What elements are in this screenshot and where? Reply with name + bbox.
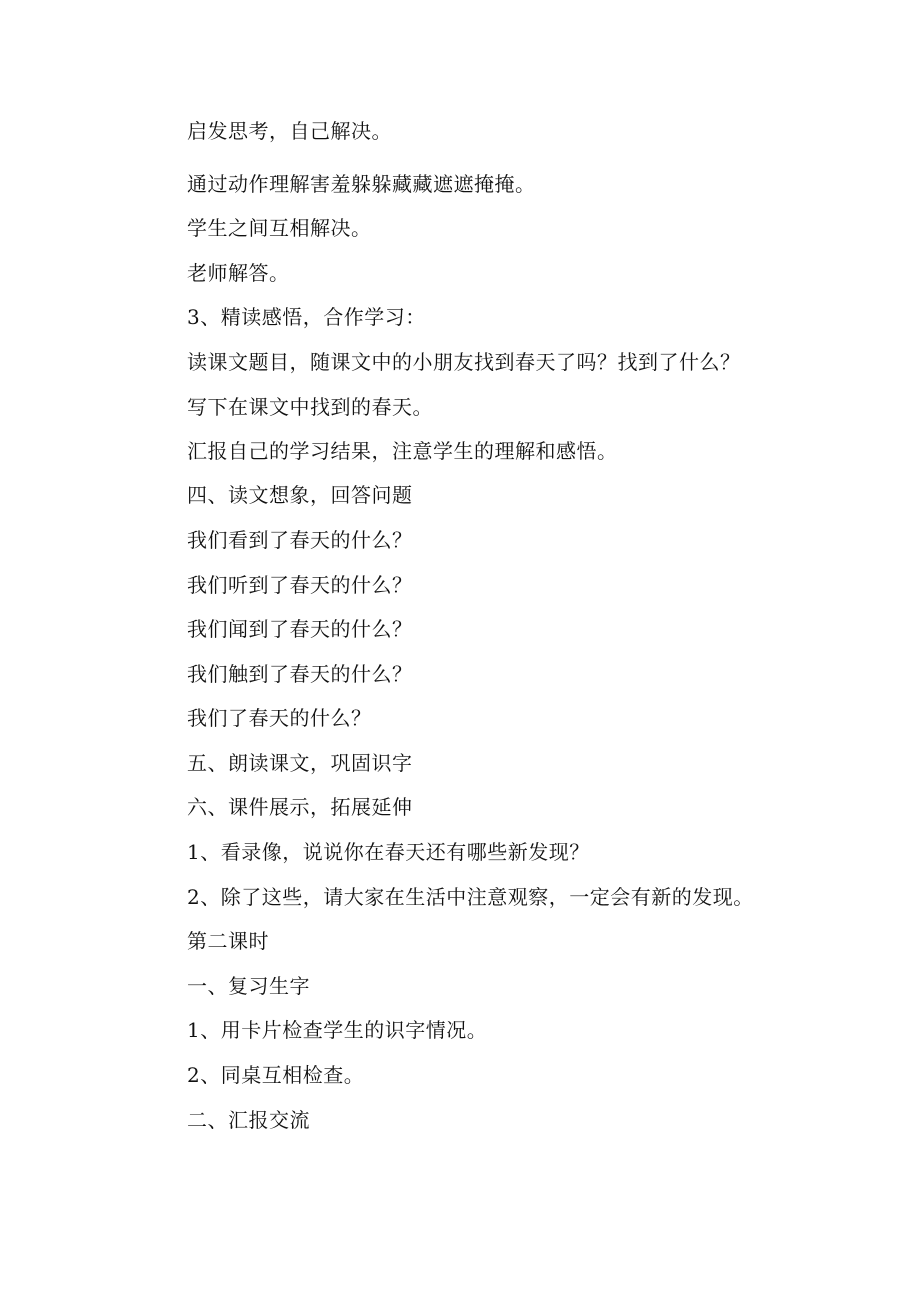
- text-line: 3、精读感悟，合作学习：: [187, 305, 426, 329]
- text-line: 1、用卡片检查学生的识字情况。: [187, 1018, 488, 1042]
- text-line: 2、同桌互相检查。: [187, 1063, 365, 1087]
- text-line: 2、除了这些，请大家在生活中注意观察，一定会有新的发现。: [187, 885, 754, 909]
- section-heading: 二、汇报交流: [187, 1108, 310, 1132]
- text-line: 学生之间互相解决。: [187, 216, 372, 240]
- question-line: 我们了春天的什么？: [187, 706, 372, 730]
- text-line: 写下在课文中找到的春天。: [187, 395, 433, 419]
- section-heading: 四、读文想象，回答问题: [187, 483, 413, 507]
- text-line: 汇报自己的学习结果，注意学生的理解和感悟。: [187, 439, 618, 463]
- question-line: 我们看到了春天的什么？: [187, 528, 413, 552]
- text-line: 启发思考，自己解决。: [187, 119, 392, 143]
- text-line: 通过动作理解害羞躲躲藏藏遮遮掩掩。: [187, 172, 536, 196]
- text-line: 1、看录像，说说你在春天还有哪些新发现？: [187, 840, 590, 864]
- text-line: 老师解答。: [187, 261, 290, 285]
- section-heading: 五、朗读课文，巩固识字: [187, 751, 413, 775]
- section-heading: 一、复习生字: [187, 974, 310, 998]
- lesson-heading: 第二课时: [187, 929, 269, 953]
- text-line: 读课文题目，随课文中的小朋友找到春天了吗？找到了什么？: [187, 350, 741, 374]
- question-line: 我们闻到了春天的什么？: [187, 617, 413, 641]
- question-line: 我们触到了春天的什么？: [187, 662, 413, 686]
- question-line: 我们听到了春天的什么？: [187, 573, 413, 597]
- section-heading: 六、课件展示，拓展延伸: [187, 795, 413, 819]
